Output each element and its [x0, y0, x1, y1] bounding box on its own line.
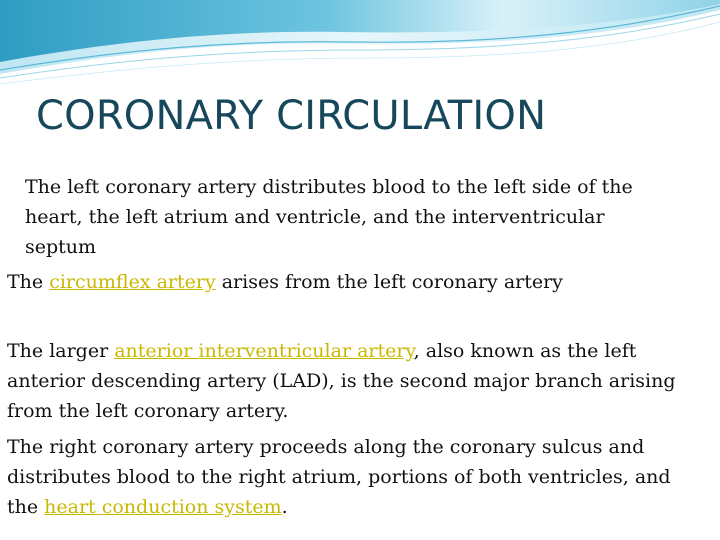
- paragraph-anterior-interventricular: [7, 336, 707, 426]
- paragraph-left-coronary: [25, 172, 665, 262]
- paragraph-text-before: The right coronary artery proceeds along the coronary sulcus and distributes blood to the right atrium, portions of both ventricles, and the: [7, 436, 671, 518]
- link-heart-conduction-system[interactable]: heart conduction system: [44, 496, 282, 518]
- paragraph-circumflex: [7, 267, 707, 297]
- header-wave-decoration: [0, 0, 720, 90]
- paragraph-right-coronary: [7, 432, 707, 522]
- link-circumflex-artery[interactable]: circumflex artery: [49, 271, 216, 293]
- paragraph-text: The left coronary artery distributes blood to the left side of the heart, the left atrium and ventricle, and the interventricular septum: [25, 176, 633, 258]
- paragraph-text-before: The: [7, 271, 50, 293]
- link-anterior-interventricular-artery[interactable]: anterior interventricular artery: [114, 340, 414, 362]
- paragraph-text-after: arises from the left coronary artery: [215, 271, 563, 293]
- paragraph-text-after: .: [281, 496, 288, 518]
- paragraph-text-before: The larger: [7, 340, 115, 362]
- paragraph-text-after: , also known as the left anterior descending artery (LAD), is the second major branch arising from the left coronary artery.: [7, 340, 676, 422]
- slide-title: CORONARY CIRCULATION: [36, 93, 547, 139]
